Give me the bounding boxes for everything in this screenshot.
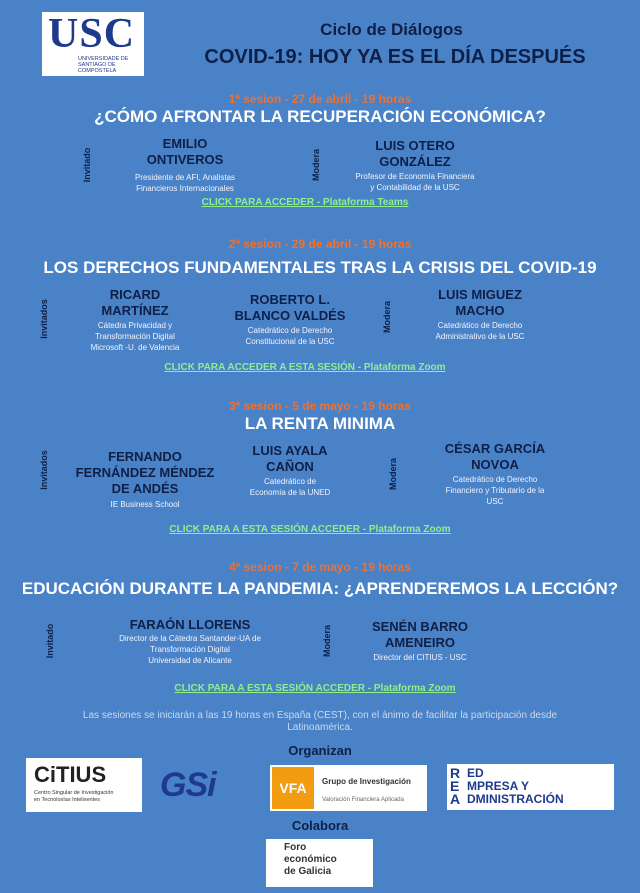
session-2-guest-1-role: Cátedra Privacidad y Transformación Digital Microsoft -U. de Valencia: [90, 321, 180, 352]
session-4-mod-name: SENÉN BARRO AMENEIRO: [371, 619, 469, 650]
session-1-guest-role: Presidente de AFI, Analistas Financieros Internacionales: [134, 173, 236, 193]
page-title: COVID-19: HOY YA ES EL DÍA DESPUÉS: [204, 46, 586, 68]
vfa-logo-group: Grupo de Investigación: [322, 777, 411, 786]
red-logo-line-2: MPRESA Y: [467, 779, 530, 793]
session-1-mod-role: Profesor de Economía Financiera y Contabilidad de la USC: [355, 172, 475, 192]
series-title: Ciclo de Diálogos: [320, 20, 463, 39]
red-logo-words: [467, 767, 564, 806]
usc-logo-subtitle: UNIVERSIDADE DE SANTIAGO DE COMPOSTELA: [78, 56, 129, 74]
session-4-guest-role: Director de la Cátedra Santander-UA de Transformación Digital Universidad de Alicante: [119, 634, 261, 665]
session-3-guest-1-role: IE Business School: [110, 500, 180, 509]
session-2-mod-label: Modera: [382, 301, 392, 334]
session-4-mod-label: Modera: [322, 625, 332, 658]
session-2-title: LOS DERECHOS FUNDAMENTALES TRAS LA CRISIS DEL COVID-19: [43, 258, 597, 277]
session-3-guest-label: Invitados: [39, 450, 49, 490]
vfa-logo: [270, 765, 427, 811]
collaborators-heading: Colabora: [291, 818, 349, 833]
red-empresa-logo: [447, 764, 614, 810]
session-2-date: 2ª sesion - 29 de abril - 19 horas: [228, 237, 412, 251]
session-4-access-link[interactable]: CLICK PARA A ESTA SESIÓN ACCEDER - Plataforma Zoom: [174, 683, 456, 694]
gsi-logo-text: GSi: [160, 766, 216, 804]
vfa-logo-subtitle: Valoración Financiera Aplicada: [322, 797, 404, 803]
session-4-mod-role: Director del CITIUS - USC: [373, 653, 467, 662]
session-1-date: 1ª sesion - 27 de abril - 19 horas: [228, 92, 412, 106]
gsi-logo: [160, 766, 260, 806]
vfa-logo-mark: VFA: [272, 767, 314, 809]
red-logo-line-3: DMINISTRACIÓN: [467, 792, 564, 806]
session-3-guest-2-name: LUIS AYALA CAÑON: [252, 443, 328, 474]
citius-logo-text: CiTIUS: [34, 762, 107, 787]
session-2-guest-1-name: RICARD MARTÍNEZ: [101, 287, 169, 318]
schedule-note: Las sesiones se iniciarán a las 19 horas en España (CEST), con el ánimo de facilitar la participación desde Latinoamérica.: [82, 710, 558, 733]
session-4-title: EDUCACIÓN DURANTE LA PANDEMIA: ¿APRENDEREMOS LA LECCIÓN?: [21, 579, 619, 598]
session-3-mod-name: CÉSAR GARCÍA NOVOA: [444, 441, 546, 472]
session-1-mod-label: Modera: [311, 149, 321, 182]
citius-logo: [26, 758, 142, 812]
session-1-mod-name: LUIS OTERO GONZÁLEZ: [375, 138, 455, 169]
session-2-mod-role: Catedrático de Derecho Administrativo de la USC: [435, 321, 525, 341]
red-logo-line-1: ED: [467, 766, 484, 780]
session-3-guest-1-name: FERNANDO FERNÁNDEZ MÉNDEZ DE ANDÉS: [75, 449, 215, 496]
session-3-title: LA RENTA MINIMA: [244, 414, 396, 433]
usc-logo-text: USC: [48, 11, 136, 57]
session-3-mod-role: Catedrático de Derecho Financiero y Tributario de la USC: [445, 475, 545, 506]
organizers-heading: Organizan: [288, 743, 352, 758]
session-2-guest-label: Invitados: [39, 299, 49, 339]
session-2-guest-2-name: ROBERTO L. BLANCO VALDÉS: [234, 292, 346, 323]
session-3-mod-label: Modera: [388, 458, 398, 491]
citius-logo-subtitle: Centro Singular de Investigación en Tecnoloxías Intelixentes: [34, 790, 114, 803]
session-4-date: 4ª sesion - 7 de mayo - 19 horas: [229, 560, 411, 574]
session-1-title: ¿CÓMO AFRONTAR LA RECUPERACIÓN ECONÓMICA?: [94, 107, 546, 126]
session-1-guest-label: Invitado: [82, 147, 92, 183]
red-logo-a: A: [450, 791, 461, 807]
session-3-guest-2-role: Catedrático de Economía de la UNED: [249, 477, 331, 497]
foro-logo: [266, 839, 373, 887]
session-3-date: 3ª sesion - 5 de mayo - 19 horas: [229, 399, 411, 413]
session-3-access-link[interactable]: CLICK PARA A ESTA SESIÓN ACCEDER - Plataforma Zoom: [169, 524, 451, 535]
session-1-access-link[interactable]: CLICK PARA ACCEDER - Plataforma Teams: [201, 197, 409, 208]
session-4-guest-name: FARAÓN LLORENS: [129, 617, 251, 632]
session-2-mod-name: LUIS MIGUEZ MACHO: [438, 287, 522, 318]
red-logo-e: E: [450, 778, 460, 794]
red-logo-r: R: [450, 765, 461, 781]
session-2-access-link[interactable]: CLICK PARA ACCEDER A ESTA SESIÓN - Plataforma Zoom: [164, 362, 446, 373]
session-2-guest-2-role: Catedrático de Derecho Constitucional de la USC: [245, 326, 335, 346]
session-4-guest-label: Invitado: [45, 623, 55, 659]
session-1-guest-name: EMILIO ONTIVEROS: [146, 136, 224, 167]
foro-logo-text: Foro económico de Galicia: [284, 842, 337, 877]
